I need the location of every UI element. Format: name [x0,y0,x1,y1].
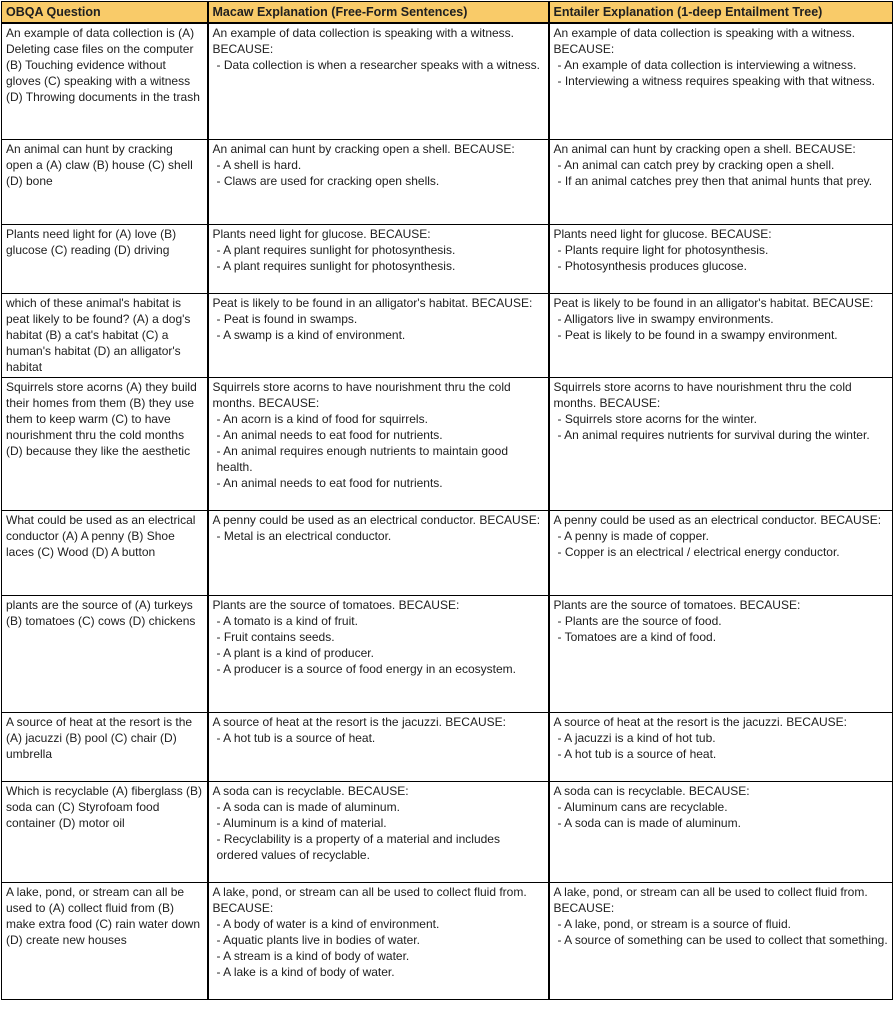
table-body [2,23,893,999]
macaw-premise: - Fruit contains seeds. [216,629,335,644]
macaw-premise: - An acorn is a kind of food for squirrels. [216,411,428,426]
macaw-premise: - Aluminum is a kind of material. [216,815,387,830]
entailer-premise: - Plants are the source of food. [557,613,722,628]
entailer-premise: - Copper is an electrical / electrical energy conductor. [557,544,840,559]
macaw-conclusion: Peat is likely to be found in an alligator's habitat. BECAUSE: [212,295,533,310]
table-row [2,377,893,510]
entailer-premise: - If an animal catches prey then that animal hunts that prey. [557,173,873,188]
macaw-premise: - A hot tub is a source of heat. [216,730,376,745]
macaw-explanation-cell [208,377,549,510]
entailer-premise: - An animal can catch prey by cracking open a shell. [557,157,835,172]
comparison-table [1,1,893,1000]
entailer-premise: - Tomatoes are a kind of food. [557,629,717,644]
entailer-premise: - Aluminum cans are recyclable. [557,799,728,814]
header-question: OBQA Question [2,2,208,24]
macaw-premise: - Metal is an electrical conductor. [216,528,392,543]
header-entailer: Entailer Explanation (1-deep Entailment Tree) [549,2,893,24]
entailer-premise: - A jacuzzi is a kind of hot tub. [557,730,716,745]
entailer-premise: - An example of data collection is interviewing a witness. [557,58,857,72]
macaw-premise: - Aquatic plants live in bodies of water. [216,932,420,947]
macaw-premise: - Recyclability is a property of a material and includes ordered values of recyclable. [216,831,500,862]
header-row [2,2,893,24]
macaw-conclusion: An animal can hunt by cracking open a shell. BECAUSE: [212,141,515,156]
entailer-conclusion: A penny could be used as an electrical conductor. BECAUSE: [553,512,882,527]
macaw-premise: - A plant requires sunlight for photosynthesis. [216,242,456,257]
macaw-explanation-cell [208,293,549,377]
question-cell: Which is recyclable (A) fiberglass (B) soda can (C) Styrofoam food container (D) motor oil [2,781,208,882]
entailer-explanation-cell [549,23,893,139]
macaw-explanation-cell [208,595,549,712]
macaw-conclusion: Squirrels store acorns to have nourishment thru the cold months. BECAUSE: [212,379,511,410]
macaw-premise: - A lake is a kind of body of water. [216,964,395,979]
entailer-conclusion: A lake, pond, or stream can all be used to collect fluid from. BECAUSE: [553,884,868,915]
entailer-conclusion: An example of data collection is speaking with a witness. BECAUSE: [553,26,855,56]
entailer-premise: - An animal requires nutrients for survival during the winter. [557,427,870,442]
macaw-premise: - A stream is a kind of body of water. [216,948,410,963]
table-row [2,781,893,882]
macaw-premise: - Peat is found in swamps. [216,311,358,326]
entailer-premise: - Interviewing a witness requires speaking with that witness. [557,74,875,88]
question-cell: A lake, pond, or stream can all be used to (A) collect fluid from (B) make extra food (C) rain water down (D) create new houses [2,882,208,999]
macaw-premise: - A body of water is a kind of environment. [216,916,440,931]
macaw-premise: - A swamp is a kind of environment. [216,327,406,342]
macaw-premise: - A producer is a source of food energy in an ecosystem. [216,661,516,676]
table-row [2,23,893,139]
header-macaw: Macaw Explanation (Free-Form Sentences) [208,2,549,24]
entailer-conclusion: A soda can is recyclable. BECAUSE: [553,783,750,798]
table-row [2,595,893,712]
macaw-explanation-cell [208,224,549,293]
entailer-premise: - Plants require light for photosynthesis. [557,242,769,257]
entailer-explanation-cell [549,510,893,595]
table-row [2,882,893,999]
macaw-premise: - An animal needs to eat food for nutrients. [216,475,443,490]
macaw-premise: - A shell is hard. [216,157,302,172]
entailer-explanation-cell [549,224,893,293]
macaw-explanation-cell [208,882,549,999]
entailer-conclusion: An animal can hunt by cracking open a shell. BECAUSE: [553,141,856,156]
macaw-conclusion: Plants need light for glucose. BECAUSE: [212,226,431,241]
macaw-premise: - A soda can is made of aluminum. [216,799,400,814]
question-cell: which of these animal's habitat is peat likely to be found? (A) a dog's habitat (B) a cat's habitat (C) a human's habitat (D) an alligator's habitat [2,293,208,377]
table-row [2,139,893,224]
entailer-explanation-cell [549,712,893,781]
table-row [2,712,893,781]
macaw-conclusion: A source of heat at the resort is the jacuzzi. BECAUSE: [212,714,506,729]
macaw-explanation-cell [208,139,549,224]
question-cell: Plants need light for (A) love (B) glucose (C) reading (D) driving [2,224,208,293]
entailer-explanation-cell [549,781,893,882]
macaw-conclusion: An example of data collection is speaking with a witness. BECAUSE: [212,26,514,56]
macaw-explanation-cell [208,781,549,882]
macaw-conclusion: A penny could be used as an electrical conductor. BECAUSE: [212,512,541,527]
table-row [2,510,893,595]
entailer-explanation-cell [549,595,893,712]
question-cell: Squirrels store acorns (A) they build their homes from them (B) they use them to keep warm (C) to have nourishment thru the cold months (D) because they like the aesthetic [2,377,208,510]
macaw-premise: - A tomato is a kind of fruit. [216,613,358,628]
question-cell: A source of heat at the resort is the (A) jacuzzi (B) pool (C) chair (D) umbrella [2,712,208,781]
macaw-conclusion: A soda can is recyclable. BECAUSE: [212,783,409,798]
macaw-premise: - A plant is a kind of producer. [216,645,374,660]
macaw-premise: - Claws are used for cracking open shells. [216,173,440,188]
entailer-premise: - Photosynthesis produces glucose. [557,258,747,273]
entailer-premise: - A source of something can be used to collect that something. [557,932,888,947]
macaw-premise: - Data collection is when a researcher speaks with a witness. [216,58,540,72]
question-cell: An animal can hunt by cracking open a (A) claw (B) house (C) shell (D) bone [2,139,208,224]
macaw-explanation-cell [208,23,549,139]
entailer-conclusion: Squirrels store acorns to have nourishment thru the cold months. BECAUSE: [553,379,852,410]
question-cell: An example of data collection is (A) Deleting case files on the computer (B) Touching evidence without gloves (C) speaking with a witness (D) Throwing documents in the trash [2,23,208,139]
macaw-explanation-cell [208,510,549,595]
entailer-premise: - A penny is made of copper. [557,528,709,543]
entailer-premise: - Squirrels store acorns for the winter. [557,411,757,426]
question-cell: What could be used as an electrical conductor (A) A penny (B) Shoe laces (C) Wood (D) A button [2,510,208,595]
entailer-premise: - Peat is likely to be found in a swampy environment. [557,327,838,342]
entailer-conclusion: Peat is likely to be found in an alligator's habitat. BECAUSE: [553,295,874,310]
entailer-explanation-cell [549,882,893,999]
table-row [2,224,893,293]
entailer-premise: - A soda can is made of aluminum. [557,815,741,830]
entailer-conclusion: Plants are the source of tomatoes. BECAUSE: [553,597,801,612]
entailer-explanation-cell [549,139,893,224]
entailer-explanation-cell [549,293,893,377]
entailer-conclusion: Plants need light for glucose. BECAUSE: [553,226,772,241]
entailer-explanation-cell [549,377,893,510]
macaw-premise: - An animal requires enough nutrients to maintain good health. [216,443,509,474]
question-cell: plants are the source of (A) turkeys (B) tomatoes (C) cows (D) chickens [2,595,208,712]
entailer-premise: - A lake, pond, or stream is a source of fluid. [557,916,791,931]
macaw-premise: - A plant requires sunlight for photosynthesis. [216,258,456,273]
macaw-explanation-cell [208,712,549,781]
macaw-conclusion: A lake, pond, or stream can all be used to collect fluid from. BECAUSE: [212,884,527,915]
table-row [2,293,893,377]
entailer-premise: - Alligators live in swampy environments. [557,311,774,326]
macaw-conclusion: Plants are the source of tomatoes. BECAUSE: [212,597,460,612]
macaw-premise: - An animal needs to eat food for nutrients. [216,427,443,442]
entailer-conclusion: A source of heat at the resort is the jacuzzi. BECAUSE: [553,714,847,729]
entailer-premise: - A hot tub is a source of heat. [557,746,717,761]
